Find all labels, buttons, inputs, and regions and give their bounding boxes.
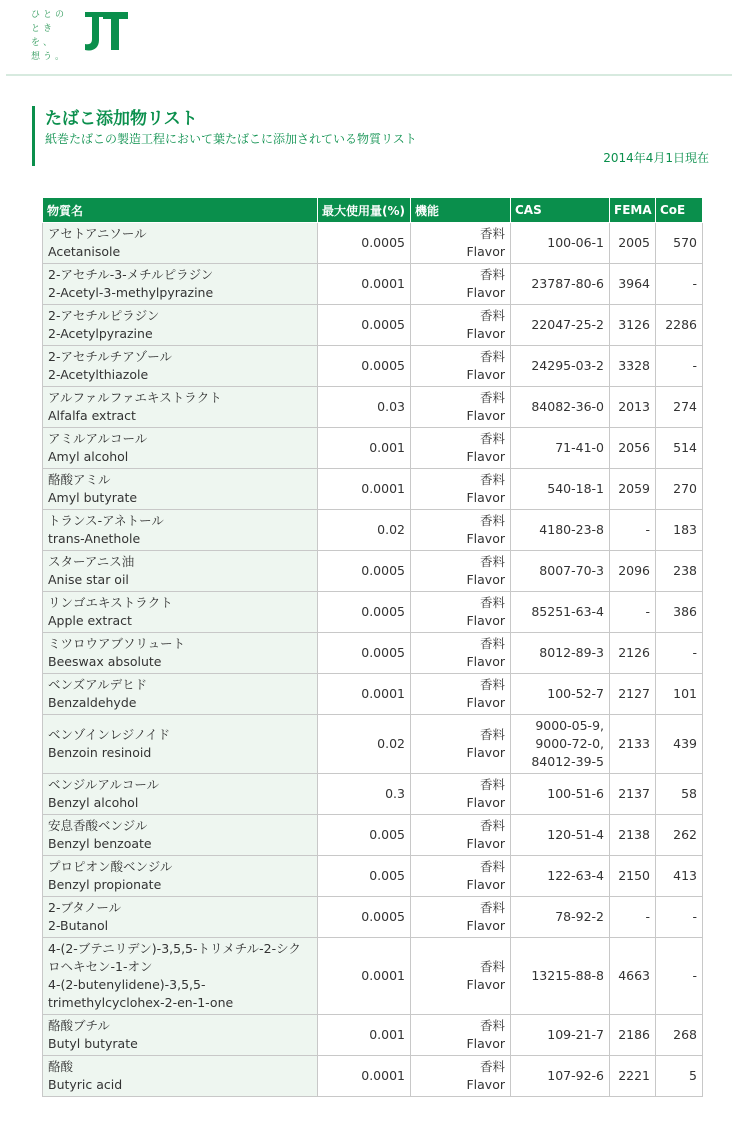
substance-name-ja: 4-(2-ブテニリデン)-3,5,5-トリメチル-2-シクロヘキセン-1-オン [48, 941, 301, 974]
cell-function [411, 938, 511, 1015]
function-en: Flavor [466, 449, 505, 464]
function-en: Flavor [466, 326, 505, 341]
table-row [43, 346, 703, 387]
col-header-max: 最大使用量(%) [318, 198, 411, 223]
function-ja: 香料 [479, 959, 505, 974]
substance-name-ja: 2-アセチルチアゾール [48, 349, 172, 364]
cell-coe: 439 [656, 715, 703, 774]
cell-fema: 2005 [610, 223, 656, 264]
table-header-row [43, 198, 703, 223]
substance-name-ja: トランス-アネトール [48, 513, 164, 528]
cell-fema: 2096 [610, 551, 656, 592]
function-ja: 香料 [479, 595, 505, 610]
function-ja: 香料 [479, 636, 505, 651]
page-subtitle: 紙巻たばこの製造工程において葉たばこに添加されている物質リスト [45, 132, 417, 146]
logo-tagline [31, 8, 75, 64]
table-row [43, 387, 703, 428]
cell-function [411, 897, 511, 938]
cell-coe: 58 [656, 774, 703, 815]
cell-cas: 24295-03-2 [511, 346, 610, 387]
function-en: Flavor [466, 572, 505, 587]
cell-max-usage: 0.001 [318, 428, 411, 469]
table-row [43, 428, 703, 469]
function-ja: 香料 [479, 900, 505, 915]
substance-name-ja: ベンゾインレジノイド [48, 727, 171, 742]
table-row [43, 469, 703, 510]
cell-function [411, 387, 511, 428]
cell-coe: - [656, 897, 703, 938]
cell-function [411, 223, 511, 264]
substance-name-en: Acetanisole [48, 244, 121, 259]
table-row [43, 223, 703, 264]
function-en: Flavor [466, 408, 505, 423]
substance-name-en: 2-Acetyl-3-methylpyrazine [48, 285, 214, 300]
cell-substance-name [43, 856, 318, 897]
col-header-function: 機能 [411, 198, 511, 223]
function-en: Flavor [466, 795, 505, 810]
cell-coe: - [656, 633, 703, 674]
cell-max-usage: 0.0005 [318, 305, 411, 346]
cell-function [411, 815, 511, 856]
substance-name-en: Anise star oil [48, 572, 129, 587]
cell-max-usage: 0.0005 [318, 633, 411, 674]
cell-function [411, 551, 511, 592]
cell-cas: 71-41-0 [511, 428, 610, 469]
cell-coe: 101 [656, 674, 703, 715]
cell-function [411, 674, 511, 715]
substance-name-ja: 2-ブタノール [48, 900, 122, 915]
substance-name-en: Beeswax absolute [48, 654, 162, 669]
substance-name-en: 2-Acetylpyrazine [48, 326, 153, 341]
cell-coe: 270 [656, 469, 703, 510]
cell-coe: 5 [656, 1056, 703, 1097]
substance-name-ja: アミルアルコール [48, 431, 148, 446]
cell-max-usage: 0.0001 [318, 674, 411, 715]
cell-coe: 2286 [656, 305, 703, 346]
substance-name-en: Butyl butyrate [48, 1036, 138, 1051]
table-row [43, 305, 703, 346]
cell-coe: 413 [656, 856, 703, 897]
table-row [43, 856, 703, 897]
cell-coe: - [656, 264, 703, 305]
cell-substance-name [43, 633, 318, 674]
substance-name-ja: 2-アセチルピラジン [48, 308, 160, 323]
cell-fema: 2133 [610, 715, 656, 774]
cell-coe: 274 [656, 387, 703, 428]
function-ja: 香料 [479, 431, 505, 446]
col-header-fema: FEMA [610, 198, 656, 223]
table-row [43, 815, 703, 856]
substance-name-en: Amyl butyrate [48, 490, 138, 505]
cell-fema: 4663 [610, 938, 656, 1015]
cell-cas: 100-52-7 [511, 674, 610, 715]
cell-substance-name [43, 428, 318, 469]
additives-table [42, 197, 703, 1097]
table-row [43, 938, 703, 1015]
cell-function [411, 1015, 511, 1056]
cell-substance-name [43, 897, 318, 938]
substance-name-ja: 安息香酸ベンジル [48, 818, 148, 833]
cell-fema: - [610, 897, 656, 938]
cell-function [411, 856, 511, 897]
substance-name-en: Apple extract [48, 613, 132, 628]
cell-cas: 8012-89-3 [511, 633, 610, 674]
cell-substance-name [43, 469, 318, 510]
table-row [43, 592, 703, 633]
cell-cas: 540-18-1 [511, 469, 610, 510]
col-header-name: 物質名 [43, 198, 318, 223]
cell-max-usage: 0.03 [318, 387, 411, 428]
page-heading [32, 106, 715, 166]
cell-function [411, 633, 511, 674]
cell-substance-name [43, 815, 318, 856]
cell-fema: 2013 [610, 387, 656, 428]
cell-fema: - [610, 510, 656, 551]
function-en: Flavor [466, 654, 505, 669]
cell-fema: - [610, 592, 656, 633]
cell-max-usage: 0.005 [318, 815, 411, 856]
cell-coe: 268 [656, 1015, 703, 1056]
substance-name-ja: ベンズアルデヒド [48, 677, 148, 692]
function-en: Flavor [466, 244, 505, 259]
function-ja: 香料 [479, 308, 505, 323]
cell-substance-name [43, 387, 318, 428]
substance-name-en: Benzaldehyde [48, 695, 137, 710]
page-title: たばこ添加物リスト [45, 109, 198, 129]
cell-fema: 2138 [610, 815, 656, 856]
cell-max-usage: 0.0001 [318, 1056, 411, 1097]
cell-function [411, 715, 511, 774]
tagline-line: ときを、 [31, 24, 56, 48]
table-row [43, 264, 703, 305]
cell-coe: 514 [656, 428, 703, 469]
cell-cas: 109-21-7 [511, 1015, 610, 1056]
cell-function [411, 1056, 511, 1097]
cell-coe: 386 [656, 592, 703, 633]
jt-logo-mark [83, 8, 129, 54]
substance-name-ja: アルファルファエキストラクト [48, 390, 222, 405]
function-ja: 香料 [479, 554, 505, 569]
as-of-date: 2014年4月1日現在 [603, 151, 709, 165]
function-en: Flavor [466, 613, 505, 628]
function-ja: 香料 [479, 267, 505, 282]
cell-function [411, 428, 511, 469]
substance-name-en: Butyric acid [48, 1077, 123, 1092]
substance-name-en: Benzyl propionate [48, 877, 162, 892]
substance-name-ja: 酪酸アミル [48, 472, 111, 487]
substance-name-ja: プロピオン酸ベンジル [48, 859, 173, 874]
header-divider [6, 74, 732, 76]
function-en: Flavor [466, 531, 505, 546]
cell-substance-name [43, 592, 318, 633]
substance-name-en: Benzyl benzoate [48, 836, 152, 851]
cell-cas: 23787-80-6 [511, 264, 610, 305]
cell-cas: 122-63-4 [511, 856, 610, 897]
cell-function [411, 469, 511, 510]
col-header-coe: CoE [656, 198, 703, 223]
substance-name-en: Amyl alcohol [48, 449, 129, 464]
cell-substance-name [43, 305, 318, 346]
cell-fema: 2127 [610, 674, 656, 715]
cell-cas: 4180-23-8 [511, 510, 610, 551]
function-en: Flavor [466, 695, 505, 710]
cell-substance-name [43, 715, 318, 774]
cell-max-usage: 0.0001 [318, 938, 411, 1015]
function-ja: 香料 [479, 226, 505, 241]
cell-max-usage: 0.0005 [318, 897, 411, 938]
cell-cas: 78-92-2 [511, 897, 610, 938]
cell-coe: 262 [656, 815, 703, 856]
col-header-cas: CAS [511, 198, 610, 223]
cell-max-usage: 0.0005 [318, 346, 411, 387]
cell-cas: 100-51-6 [511, 774, 610, 815]
substance-name-en: trans-Anethole [48, 531, 141, 546]
function-ja: 香料 [479, 1018, 505, 1033]
function-ja: 香料 [479, 513, 505, 528]
table-row [43, 1015, 703, 1056]
function-ja: 香料 [479, 859, 505, 874]
substance-name-en: 2-Acetylthiazole [48, 367, 149, 382]
tagline-line: ひとの [31, 10, 68, 20]
substance-name-ja: 2-アセチル-3-メチルピラジン [48, 267, 214, 282]
cell-cas: 120-51-4 [511, 815, 610, 856]
cell-substance-name [43, 264, 318, 305]
table-row [43, 774, 703, 815]
site-header [0, 0, 739, 76]
substance-name-ja: リンゴエキストラクト [48, 595, 173, 610]
function-ja: 香料 [479, 1059, 505, 1074]
function-en: Flavor [466, 918, 505, 933]
substance-name-en: Benzoin resinoid [48, 745, 152, 760]
cell-cas: 84082-36-0 [511, 387, 610, 428]
cell-max-usage: 0.0005 [318, 551, 411, 592]
cell-function [411, 774, 511, 815]
substance-name-ja: ベンジルアルコール [48, 777, 160, 792]
function-en: Flavor [466, 745, 505, 760]
cell-substance-name [43, 223, 318, 264]
jt-logo[interactable] [31, 8, 131, 62]
table-row [43, 897, 703, 938]
function-en: Flavor [466, 285, 505, 300]
cell-fema: 2186 [610, 1015, 656, 1056]
cell-coe: 183 [656, 510, 703, 551]
function-en: Flavor [466, 877, 505, 892]
table-row [43, 715, 703, 774]
cell-fema: 3964 [610, 264, 656, 305]
cell-max-usage: 0.02 [318, 510, 411, 551]
function-en: Flavor [466, 490, 505, 505]
cell-coe: 570 [656, 223, 703, 264]
cell-max-usage: 0.005 [318, 856, 411, 897]
cell-function [411, 346, 511, 387]
cell-cas: 8007-70-3 [511, 551, 610, 592]
function-en: Flavor [466, 1036, 505, 1051]
cell-cas: 107-92-6 [511, 1056, 610, 1097]
cell-fema: 2056 [610, 428, 656, 469]
cell-substance-name [43, 674, 318, 715]
cell-substance-name [43, 551, 318, 592]
substance-name-en: 4-(2-butenylidene)-3,5,5-trimethylcyclohex-2-en-1-one [48, 977, 234, 1010]
function-ja: 香料 [479, 818, 505, 833]
function-ja: 香料 [479, 472, 505, 487]
table-row [43, 633, 703, 674]
function-ja: 香料 [479, 727, 505, 742]
substance-name-ja: 酪酸 [48, 1059, 74, 1074]
substance-name-en: 2-Butanol [48, 918, 109, 933]
cell-fema: 3328 [610, 346, 656, 387]
cell-fema: 2150 [610, 856, 656, 897]
cell-coe: - [656, 346, 703, 387]
function-en: Flavor [466, 1077, 505, 1092]
function-ja: 香料 [479, 677, 505, 692]
cell-substance-name [43, 1056, 318, 1097]
cell-fema: 2059 [610, 469, 656, 510]
function-en: Flavor [466, 367, 505, 382]
table-row [43, 551, 703, 592]
cell-function [411, 305, 511, 346]
substance-name-ja: アセトアニソール [48, 226, 147, 241]
table-body [43, 223, 703, 1097]
substance-name-ja: 酪酸ブチル [48, 1018, 110, 1033]
cell-max-usage: 0.0005 [318, 592, 411, 633]
cell-substance-name [43, 510, 318, 551]
cell-cas: 100-06-1 [511, 223, 610, 264]
cell-substance-name [43, 938, 318, 1015]
tagline-line: 想う。 [31, 52, 68, 62]
substance-name-ja: スターアニス油 [48, 554, 135, 569]
cell-max-usage: 0.0001 [318, 469, 411, 510]
cell-function [411, 264, 511, 305]
cell-cas: 13215-88-8 [511, 938, 610, 1015]
cell-function [411, 592, 511, 633]
cell-max-usage: 0.001 [318, 1015, 411, 1056]
function-en: Flavor [466, 836, 505, 851]
cell-fema: 2137 [610, 774, 656, 815]
substance-name-en: Benzyl alcohol [48, 795, 139, 810]
function-ja: 香料 [479, 777, 505, 792]
function-en: Flavor [466, 977, 505, 992]
substance-name-en: Alfalfa extract [48, 408, 136, 423]
cell-cas: 22047-25-2 [511, 305, 610, 346]
cell-substance-name [43, 346, 318, 387]
cell-max-usage: 0.02 [318, 715, 411, 774]
cell-max-usage: 0.0005 [318, 223, 411, 264]
cell-substance-name [43, 1015, 318, 1056]
table-row [43, 674, 703, 715]
cell-coe: 238 [656, 551, 703, 592]
cell-fema: 2221 [610, 1056, 656, 1097]
cell-fema: 2126 [610, 633, 656, 674]
cell-max-usage: 0.0001 [318, 264, 411, 305]
cell-max-usage: 0.3 [318, 774, 411, 815]
cell-cas: 9000-05-9, 9000-72-0, 84012-39-5 [511, 715, 610, 774]
function-ja: 香料 [479, 390, 505, 405]
substance-name-ja: ミツロウアブソリュート [48, 636, 186, 651]
cell-substance-name [43, 774, 318, 815]
function-ja: 香料 [479, 349, 505, 364]
cell-fema: 3126 [610, 305, 656, 346]
cell-coe: - [656, 938, 703, 1015]
cell-cas: 85251-63-4 [511, 592, 610, 633]
cell-function [411, 510, 511, 551]
table-row [43, 510, 703, 551]
table-row [43, 1056, 703, 1097]
